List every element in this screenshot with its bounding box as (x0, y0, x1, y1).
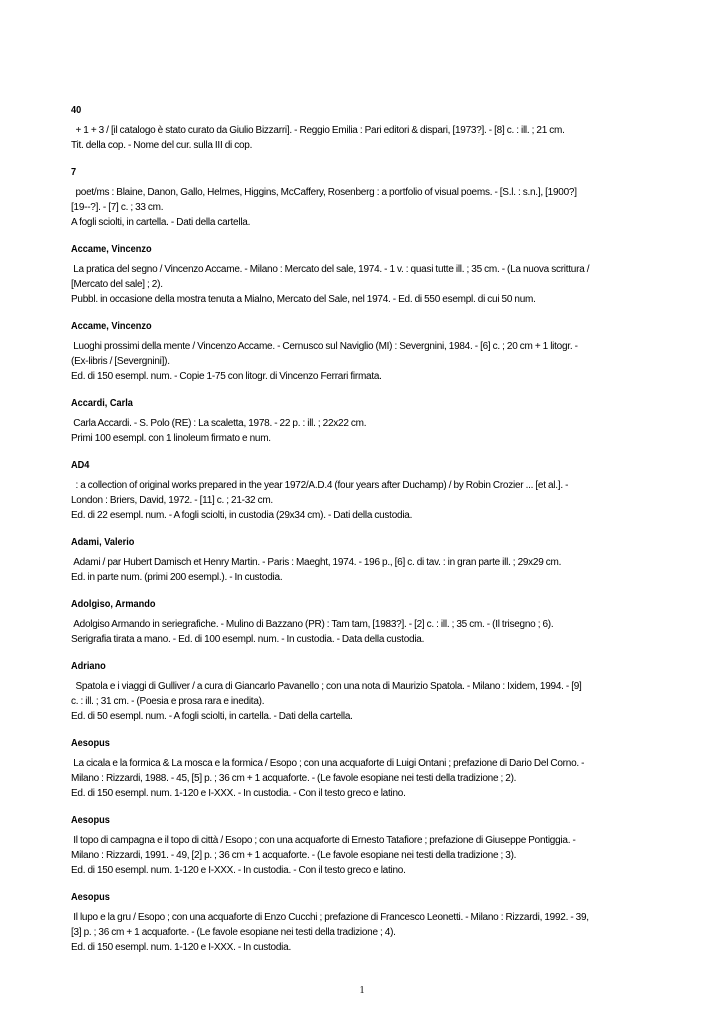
catalog-entry (71, 536, 591, 585)
entry-note: Serigrafia tirata a mano. - Ed. di 100 esempl. num. - In custodia. - Data della custodia. (71, 634, 425, 645)
entry-heading: Adriano (71, 661, 106, 672)
entry-heading: 40 (71, 105, 82, 116)
entry-heading: Aesopus (71, 815, 110, 826)
entry-description: : a collection of original works prepared in the year 1972/A.D.4 (four years after Duchamp) / by Robin Crozier ... [et al.]. - London : Briers, David, 1972. - [11] c. ; 21-32 cm. (71, 480, 571, 506)
entry-description: Carla Accardi. - S. Polo (RE) : La scaletta, 1978. - 22 p. : ill. ; 22x22 cm. (71, 418, 367, 429)
catalog-entry (71, 397, 591, 446)
entry-description: Il lupo e la gru / Esopo ; con una acquaforte di Enzo Cucchi ; prefazione di Francesco Leonetti. - Milano : Rizzardi, 1992. - 39, [3] p. ; 36 cm + 1 acquaforte. - (Le favole esopiane nei testi della tradizione ; 4). (71, 912, 592, 938)
entry-description: poet/ms : Blaine, Danon, Gallo, Helmes, Higgins, McCaffery, Rosenberg : a portfolio of visual poems. - [S.l. : s.n.], [1900?] [19--?]. - [7] c. ; 33 cm. (71, 187, 579, 213)
entry-note: Ed. di 50 esempl. num. - A fogli sciolti, in cartella. - Dati della cartella. (71, 711, 353, 722)
entry-note: Ed. di 22 esempl. num. - A fogli sciolti, in custodia (29x34 cm). - Dati della custodia. (71, 510, 413, 521)
catalog-entry (71, 243, 591, 307)
entry-heading: Accame, Vincenzo (71, 321, 152, 332)
catalog-entry (71, 320, 591, 384)
entry-description: Il topo di campagna e il topo di città / Esopo ; con una acquaforte di Ernesto Tatafiore ; prefazione di Giuseppe Pontiggia. - Milano : Rizzardi, 1991. - 49, [2] p. ; 36 cm + 1 acquaforte. - (Le favole esopiane nei testi della tradizione ; 3). (71, 835, 578, 861)
entry-description: + 1 + 3 / [il catalogo è stato curato da Giulio Bizzarri]. - Reggio Emilia : Pari editori & dispari, [1973?]. - [8] c. : ill. ; 21 cm. (71, 125, 565, 136)
entry-note: Pubbl. in occasione della mostra tenuta a Mialno, Mercato del Sale, nel 1974. - Ed. di 550 esempl. di cui 50 num. (71, 294, 536, 305)
entry-note: Ed. di 150 esempl. num. 1-120 e I-XXX. - In custodia. - Con il testo greco e latino. (71, 865, 406, 876)
entry-heading: Accardi, Carla (71, 398, 133, 409)
catalog-entry (71, 104, 591, 153)
catalog-page (71, 104, 591, 968)
entry-heading: Accame, Vincenzo (71, 244, 152, 255)
entry-note: Ed. di 150 esempl. num. 1-120 e I-XXX. - In custodia. - Con il testo greco e latino. (71, 788, 406, 799)
catalog-entry (71, 891, 591, 955)
catalog-entry (71, 166, 591, 230)
entry-description: La cicala e la formica & La mosca e la formica / Esopo ; con una acquaforte di Luigi Ontani ; prefazione di Dario Del Corno. - Milano : Rizzardi, 1988. - 45, [5] p. ; 36 cm + 1 acquaforte. - (Le favole esopiane nei testi della tradizione ; 2). (71, 758, 587, 784)
entry-note: Ed. di 150 esempl. num. - Copie 1-75 con litogr. di Vincenzo Ferrari firmata. (71, 371, 382, 382)
entry-description: Adami / par Hubert Damisch et Henry Martin. - Paris : Maeght, 1974. - 196 p., [6] c. di tav. : in gran parte ill. ; 29x29 cm. (71, 557, 562, 568)
entry-heading: Adami, Valerio (71, 537, 135, 548)
catalog-entry (71, 459, 591, 523)
entry-heading: 7 (71, 167, 77, 178)
entry-heading: Aesopus (71, 892, 110, 903)
entry-description: Luoghi prossimi della mente / Vincenzo Accame. - Cernusco sul Naviglio (MI) : Severgnini, 1984. - [6] c. ; 20 cm + 1 litogr. - (Ex-libris / [Severgnini]). (71, 341, 580, 367)
entry-note: Ed. di 150 esempl. num. 1-120 e I-XXX. - In custodia. (71, 942, 291, 953)
page-number: 1 (359, 985, 365, 996)
entry-heading: Aesopus (71, 738, 110, 749)
entry-heading: AD4 (71, 460, 90, 471)
entry-heading: Adolgiso, Armando (71, 599, 156, 610)
catalog-entry (71, 814, 591, 878)
entry-note: A fogli sciolti, in cartella. - Dati della cartella. (71, 217, 251, 228)
catalog-entry (71, 660, 591, 724)
entry-note: Primi 100 esempl. con 1 linoleum firmato e num. (71, 433, 271, 444)
entry-description: Spatola e i viaggi di Gulliver / a cura di Giancarlo Pavanello ; con una nota di Maurizio Spatola. - Milano : Ixidem, 1994. - [9] c. : ill. ; 31 cm. - (Poesia e prosa rara e inedita). (71, 681, 584, 707)
catalog-entry (71, 598, 591, 647)
entry-description: Adolgiso Armando in seriegrafiche. - Mulino di Bazzano (PR) : Tam tam, [1983?]. - [2] c. : ill. ; 35 cm. - (Il trisegno ; 6). (71, 619, 554, 630)
entry-description: La pratica del segno / Vincenzo Accame. - Milano : Mercato del sale, 1974. - 1 v. : quasi tutte ill. ; 35 cm. - (La nuova scrittura / [Mercato del sale] ; 2). (71, 264, 592, 290)
catalog-entry (71, 737, 591, 801)
entry-note: Ed. in parte num. (primi 200 esempl.). - In custodia. (71, 572, 283, 583)
entry-note: Tit. della cop. - Nome del cur. sulla III di cop. (71, 140, 253, 151)
